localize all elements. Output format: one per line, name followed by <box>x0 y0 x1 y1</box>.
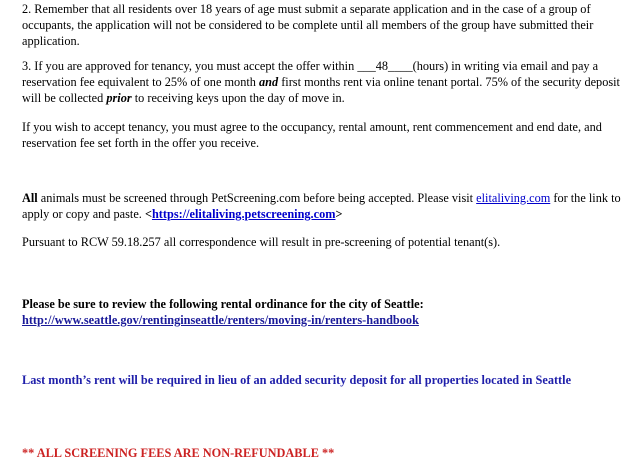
petscreening-link[interactable]: https://elitaliving.petscreening.com <box>151 207 336 221</box>
paragraph-fees-nonrefundable <box>22 445 622 461</box>
resident-applications-text: 2. Remember that all residents over 18 years of age must submit a separate application and in the case of a group of occupants, the application will not be considered to be complete until all members of the group have submitted their application. <box>22 2 594 48</box>
accept-offer-text-c: first months rent via online tenant portal. 75% of the security deposit will be collected <box>22 75 620 105</box>
link-close-bracket: > <box>335 207 343 221</box>
paragraph-accept-tenancy <box>22 119 622 151</box>
fees-nonrefundable-text: ** ALL SCREENING FEES ARE NON-REFUNDABLE ** <box>22 446 335 460</box>
paragraph-seattle-ordinance <box>22 296 622 328</box>
paragraph-pet-screening <box>22 190 622 222</box>
accept-offer-text-b: (hours) in writing via email and pay a reservation fee equivalent to 25% of one month <box>22 59 599 89</box>
accept-tenancy-text: If you wish to accept tenancy, you must agree to the occupancy, rental amount, rent commencement and end date, and reservation fee set forth in the offer you receive. <box>22 120 602 150</box>
pet-screening-text-b: for the link to apply or copy and paste. <box>22 191 621 221</box>
paragraph-resident-applications <box>22 1 622 49</box>
prior-emphasis: prior <box>106 91 132 105</box>
accept-offer-text-d: to receiving keys upon the day of move in. <box>131 91 345 105</box>
last-month-rent-text: Last month’s rent will be required in lieu of an added security deposit for all properties located in Seattle <box>22 373 572 387</box>
ordinance-heading: Please be sure to review the following rental ordinance for the city of Seattle: <box>22 297 424 311</box>
all-emphasis: All <box>22 191 38 205</box>
pet-screening-text-a: animals must be screened through PetScreening.com before being accepted. Please visit <box>37 191 477 205</box>
paragraph-accept-offer <box>22 58 622 106</box>
and-emphasis: and <box>258 75 279 89</box>
renters-handbook-link[interactable]: http://www.seattle.gov/rentinginseattle/renters/moving-in/renters-handbook <box>22 313 419 327</box>
paragraph-last-month-rent <box>22 372 622 388</box>
rcw-notice-text: Pursuant to RCW 59.18.257 all correspondence will result in pre-screening of potential tenant(s). <box>22 235 501 249</box>
elitaliving-link[interactable]: elitaliving.com <box>476 191 551 205</box>
hours-blank: ___48____ <box>357 59 413 73</box>
paragraph-rcw-notice <box>22 234 622 250</box>
link-open-bracket: < <box>144 207 152 221</box>
accept-offer-text-a: 3. If you are approved for tenancy, you must accept the offer within <box>22 59 358 73</box>
